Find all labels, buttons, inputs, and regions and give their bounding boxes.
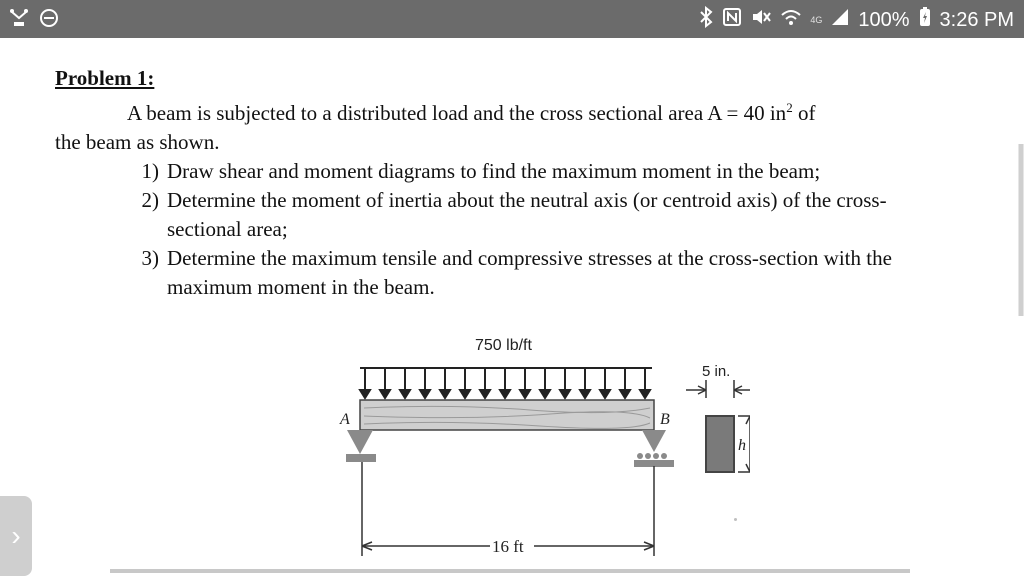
problem-intro [55, 93, 985, 157]
list-item [55, 244, 985, 302]
side-panel-handle[interactable] [0, 496, 32, 576]
scrollbar-thumb[interactable] [1019, 144, 1023, 316]
list-text: Draw shear and moment diagrams to find the maximum moment in the beam; [167, 159, 821, 183]
wifi-icon [780, 6, 802, 34]
cross-section [706, 416, 734, 472]
list-number: 1) [141, 159, 159, 183]
battery-percentage: 100% [858, 8, 910, 31]
problem-list [55, 157, 985, 302]
content-area [0, 38, 1024, 576]
nfc-icon [722, 6, 742, 34]
list-text: Determine the maximum tensile and compressive stresses at the cross-section with the maximum moment in the beam. [167, 246, 892, 299]
beam [360, 400, 654, 430]
roller-support-b [634, 430, 674, 467]
span-label: 16 ft [492, 537, 524, 556]
list-number: 2) [141, 188, 159, 212]
minus-circle-icon [38, 7, 60, 29]
beam-diagram [330, 324, 750, 564]
clock: 3:26 PM [939, 8, 1014, 31]
signal-icon [830, 7, 850, 33]
list-item [55, 186, 985, 244]
width-dimension [686, 380, 750, 398]
problem-title: Problem 1: [55, 66, 155, 90]
scrollbar[interactable] [1018, 144, 1024, 316]
bluetooth-icon [698, 6, 714, 34]
intro-line-2: the beam as shown. [55, 130, 220, 154]
load-arrows [360, 368, 650, 398]
bottom-scrollbar[interactable] [110, 569, 910, 573]
load-label: 750 lb/ft [475, 337, 532, 354]
intro-text: A beam is subjected to a distributed load and the cross sectional area A = 40 in [127, 101, 787, 125]
status-left [8, 6, 60, 30]
usb-icon [8, 6, 30, 30]
width-label: 5 in. [702, 363, 731, 380]
intro-of: of [792, 101, 816, 125]
page-dot [734, 518, 737, 521]
support-a-label: A [340, 411, 350, 428]
list-text: Determine the moment of inertia about the neutral axis (or centroid axis) of the cross-sectional area; [167, 188, 887, 241]
chevron-right-icon: › [11, 520, 21, 551]
network-type: 4G [810, 15, 823, 25]
list-item [55, 157, 985, 186]
status-right [698, 6, 1014, 34]
list-number: 3) [141, 246, 159, 270]
height-label: h [738, 437, 746, 454]
battery-charging-icon [918, 6, 932, 34]
intro-superscript: 2 [786, 100, 793, 115]
support-b-label: B [660, 411, 670, 428]
pin-support-a [346, 430, 376, 462]
mute-icon [750, 6, 772, 34]
intro-line-1 [55, 93, 985, 128]
problem-document [55, 64, 985, 302]
status-bar [0, 0, 1024, 38]
